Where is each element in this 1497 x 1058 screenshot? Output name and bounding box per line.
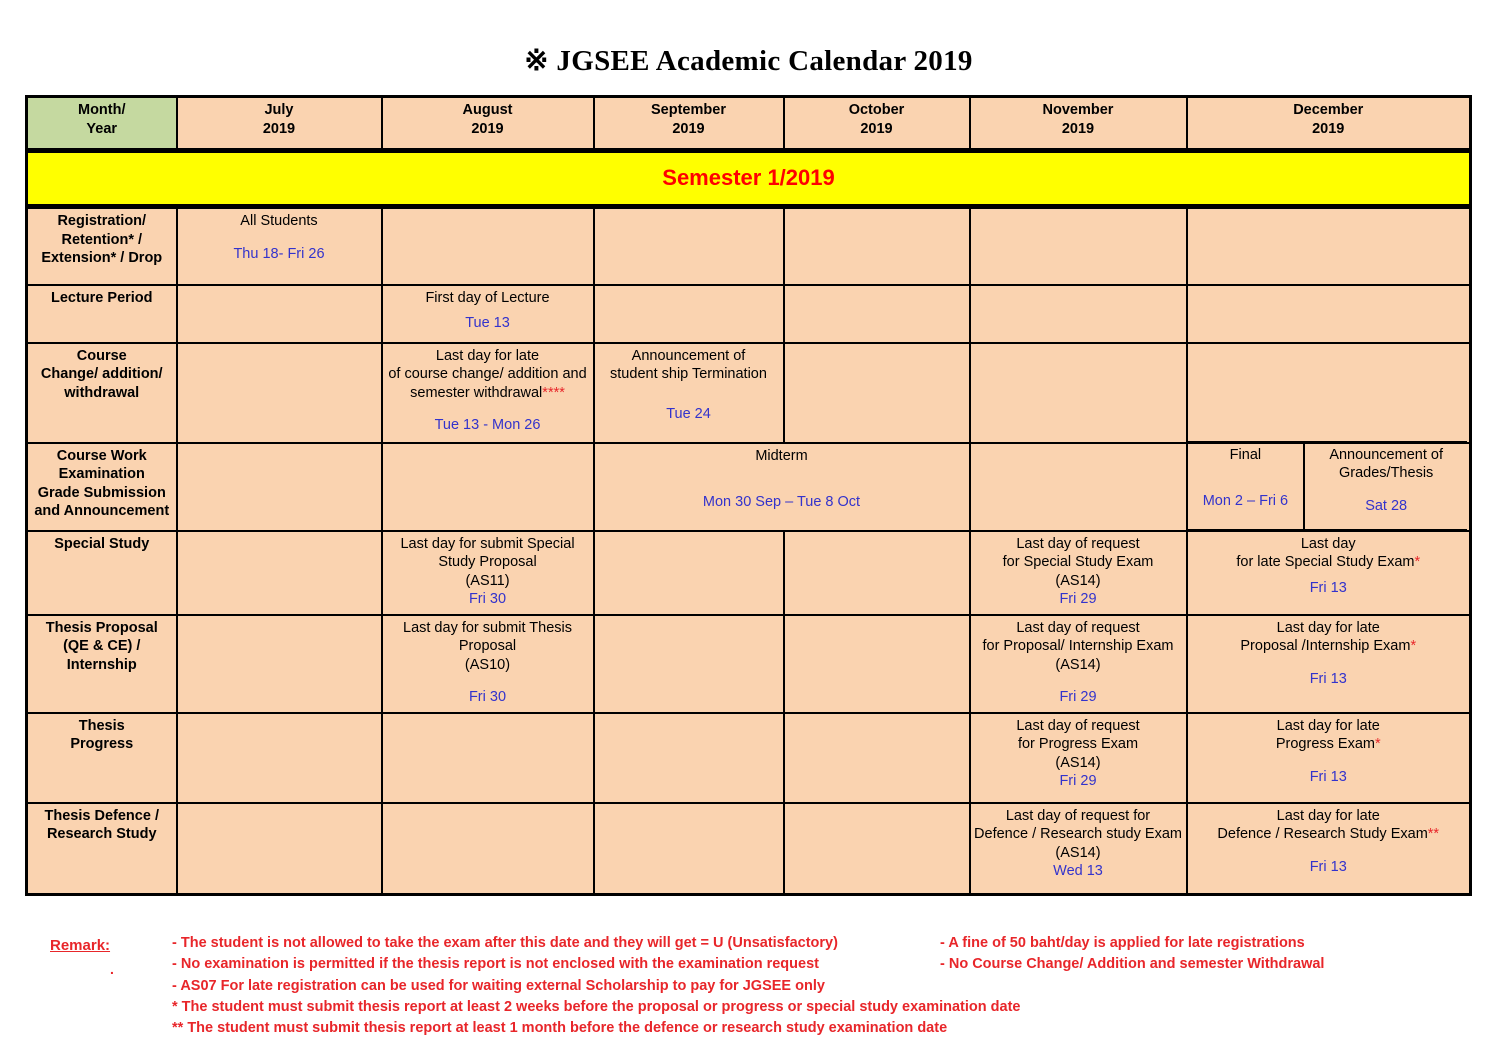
cell-lecture-august: [382, 285, 594, 343]
spacer: [597, 384, 781, 398]
semester-banner-row: [27, 151, 1471, 207]
spacer: [1307, 483, 1465, 497]
rowhead-defence-line2: Research Study: [46, 826, 157, 843]
row-lecture-period: [27, 285, 1471, 343]
cell-lecture-october: [784, 285, 970, 343]
header-december: [1187, 97, 1471, 151]
remark-left-line-5: ** The student must submit thesis report at least 1 month before the defence or research study examination date: [172, 1020, 948, 1037]
proposal-november-line3: (AS14): [1055, 656, 1101, 673]
cell-registration-august: [382, 207, 594, 285]
course-change-september-line2: student ship Termination: [610, 366, 767, 383]
header-november-name: November: [1042, 102, 1114, 118]
row-course-work-examination: [27, 443, 1471, 531]
cell-cwe-november: [970, 443, 1187, 531]
header-july-year: 2019: [262, 120, 296, 137]
progress-december-date: Fri 13: [1309, 768, 1347, 785]
course-change-september-date: Tue 24: [666, 405, 711, 422]
lecture-august-text: First day of Lecture: [425, 289, 550, 306]
cell-lecture-november: [970, 285, 1187, 343]
header-october-name: October: [848, 102, 905, 118]
special-december-line1: Last day: [1300, 535, 1356, 552]
rowhead-thesis-progress: [27, 713, 177, 803]
defence-december-line2-wrap: [1190, 825, 1468, 844]
header-september-name: September: [651, 102, 726, 118]
header-month-line1: Month/: [77, 102, 126, 118]
progress-december-star: *: [1374, 736, 1381, 753]
spacer: [1190, 478, 1302, 492]
defence-december-line1: Last day for late: [1276, 807, 1380, 824]
rowhead-cwe-line3: Grade Submission: [37, 484, 166, 501]
rowhead-registration-line3: Extension* / Drop: [41, 250, 163, 267]
cell-cwe-final: [1187, 442, 1305, 530]
rowhead-cwe-line4: and Announcement: [34, 503, 170, 520]
cell-special-september: [594, 531, 784, 615]
cell-course-change-july: [177, 343, 382, 443]
progress-november-date: Fri 29: [1059, 773, 1097, 790]
cell-registration-december: [1187, 207, 1471, 285]
spacer: [385, 674, 591, 688]
cell-proposal-november: [970, 615, 1187, 713]
cell-cwe-july: [177, 443, 382, 531]
rowhead-course-change-line2: Change/ addition/: [40, 366, 163, 383]
semester-banner-label: Semester 1/2019: [662, 165, 835, 191]
cell-course-change-september: [594, 343, 784, 443]
remark-right-line-2: - No Course Change/ Addition and semester Withdrawal: [940, 956, 1325, 973]
cell-progress-august: [382, 713, 594, 803]
header-november: [970, 97, 1187, 151]
remark-left-line-1: [172, 933, 932, 954]
cell-proposal-october: [784, 615, 970, 713]
cwe-grades-line2: Grades/Thesis: [1339, 465, 1434, 482]
lecture-august-date: Tue 13: [465, 315, 510, 332]
cell-cwe-december: [1187, 443, 1471, 531]
remark-left-column: [172, 933, 1021, 1040]
special-december-star: *: [1414, 554, 1421, 571]
rowhead-progress-line2: Progress: [70, 736, 134, 753]
special-august-date: Fri 30: [468, 591, 507, 608]
rowhead-thesis-proposal: [27, 615, 177, 713]
cell-progress-december: [1187, 713, 1471, 803]
rowhead-registration: [27, 207, 177, 285]
cell-lecture-july: [177, 285, 382, 343]
header-october: [784, 97, 970, 151]
header-september-year: 2019: [672, 120, 705, 137]
cell-cwe-august: [382, 443, 594, 531]
remark-dot: .: [110, 961, 114, 977]
remark-label: Remark:: [50, 937, 111, 954]
proposal-august-line3: (AS10): [464, 656, 511, 673]
progress-november-line1: Last day of request: [1016, 717, 1140, 734]
header-august: [382, 97, 594, 151]
rowhead-thesis-defence: [27, 803, 177, 895]
table-header-row: [27, 97, 1471, 151]
rowhead-defence-line1: Thesis Defence /: [44, 807, 159, 824]
defence-december-date: Fri 13: [1309, 858, 1347, 875]
header-month-year: [27, 97, 177, 151]
cell-defence-september: [594, 803, 784, 895]
semester-banner-cell: [27, 151, 1471, 207]
defence-december-line2: Defence / Research Study Exam: [1217, 826, 1428, 843]
spacer: [385, 402, 591, 416]
special-december-line2-wrap: [1190, 553, 1468, 572]
rowhead-course-change: [27, 343, 177, 443]
course-change-august-date: Tue 13 - Mon 26: [434, 417, 541, 434]
header-july: [177, 97, 382, 151]
row-thesis-defence: [27, 803, 1471, 895]
cell-defence-december: [1187, 803, 1471, 895]
proposal-november-line1: Last day of request: [1016, 619, 1140, 636]
header-august-name: August: [462, 102, 513, 118]
rowhead-course-work-examination: [27, 443, 177, 531]
special-december-line2: for late Special Study Exam: [1236, 554, 1415, 571]
cell-defence-august: [382, 803, 594, 895]
proposal-december-line1: Last day for late: [1276, 619, 1380, 636]
calendar-table-wrapper: [25, 95, 1469, 896]
cwe-final-text: Final: [1229, 446, 1262, 463]
cell-defence-november: [970, 803, 1187, 895]
special-december-date: Fri 13: [1309, 579, 1347, 596]
proposal-november-date: Fri 29: [1059, 689, 1097, 706]
course-change-stars: ****: [542, 384, 565, 401]
rowhead-course-change-line3: withdrawal: [64, 384, 140, 401]
header-month-line2: Year: [86, 120, 118, 137]
rowhead-cwe-line2: Examination: [58, 466, 145, 483]
course-change-august-line3-wrap: [385, 384, 591, 403]
proposal-december-date: Fri 13: [1309, 670, 1347, 687]
progress-december-line2: Progress Exam: [1275, 736, 1375, 753]
cwe-december-split: [1186, 441, 1468, 531]
cwe-midterm-date: Mon 30 Sep – Tue 8 Oct: [702, 494, 861, 511]
remark-unsatisfactory: U (Unsatisfactory): [713, 935, 838, 951]
cell-course-change-november: [970, 343, 1187, 443]
header-september: [594, 97, 784, 151]
row-registration: [27, 207, 1471, 285]
spacer: [597, 398, 781, 405]
spacer: [597, 465, 967, 479]
cell-lecture-september: [594, 285, 784, 343]
registration-july-text: All Students: [240, 213, 318, 229]
remark-left-line-1-text: - The student is not allowed to take the exam after this date and they will get =: [172, 935, 714, 951]
cell-progress-november: [970, 713, 1187, 803]
registration-july-date: Thu 18- Fri 26: [233, 245, 325, 262]
proposal-december-line2-wrap: [1190, 637, 1468, 656]
cell-special-july: [177, 531, 382, 615]
proposal-august-line1: Last day for submit Thesis: [403, 619, 572, 636]
header-july-name: July: [264, 102, 294, 118]
cell-progress-october: [784, 713, 970, 803]
proposal-december-line2: Proposal /Internship Exam: [1240, 638, 1411, 655]
cell-defence-october: [784, 803, 970, 895]
course-change-september-line1: Announcement of: [631, 347, 746, 364]
cell-special-october: [784, 531, 970, 615]
page-title: ※ JGSEE Academic Calendar 2019: [524, 45, 973, 77]
course-change-august-line2: of course change/ addition and: [388, 366, 587, 383]
rowhead-course-change-line1: Course: [76, 347, 127, 364]
progress-december-line2-wrap: [1190, 735, 1468, 754]
rowhead-proposal-line2: (QE & CE) /: [63, 638, 141, 655]
proposal-august-line2: Proposal: [458, 638, 517, 655]
cell-proposal-december: [1187, 615, 1471, 713]
progress-december-line1: Last day for late: [1276, 717, 1380, 734]
spacer: [1190, 754, 1468, 768]
cell-proposal-july: [177, 615, 382, 713]
cwe-midterm-text: Midterm: [755, 447, 808, 464]
cell-proposal-august: [382, 615, 594, 713]
cell-special-december: [1187, 531, 1471, 615]
spacer: [180, 231, 379, 245]
remark-right-line-1: - A fine of 50 baht/day is applied for late registrations: [940, 935, 1305, 951]
header-november-year: 2019: [1061, 120, 1095, 137]
special-august-line1: Last day for submit Special: [400, 535, 575, 552]
rowhead-registration-line2: Retention* /: [61, 231, 143, 248]
spacer: [1190, 572, 1468, 579]
cell-registration-july: [177, 207, 382, 285]
cwe-grades-line1: Announcement of: [1329, 446, 1443, 463]
cwe-final-date: Mon 2 – Fri 6: [1202, 493, 1289, 510]
rowhead-cwe-line1: Course Work: [56, 447, 147, 464]
special-november-line1: Last day of request: [1016, 535, 1140, 552]
remark-left-line-3: - AS07 For late registration can be used for waiting external Scholarship to pay for JGSEE only: [172, 977, 825, 994]
header-december-year: 2019: [1312, 120, 1345, 137]
remark-right-column: [940, 933, 1440, 976]
special-august-line3: (AS11): [465, 572, 510, 589]
cell-proposal-september: [594, 615, 784, 713]
cell-course-change-october: [784, 343, 970, 443]
cell-cwe-grades: [1304, 442, 1467, 530]
rowhead-progress-line1: Thesis: [78, 717, 125, 734]
progress-november-line2: for Progress Exam: [1017, 736, 1139, 753]
spacer: [1190, 844, 1468, 858]
defence-december-star: **: [1427, 826, 1440, 843]
cell-lecture-december: [1187, 285, 1471, 343]
progress-november-line3: (AS14): [1055, 754, 1101, 771]
spacer: [597, 479, 967, 493]
spacer: [1190, 656, 1468, 670]
defence-november-date: Wed 13: [1053, 863, 1103, 880]
cell-progress-september: [594, 713, 784, 803]
cell-registration-november: [970, 207, 1187, 285]
remark-left-line-4: * The student must submit thesis report at least 2 weeks before the proposal or progress or special study examination date: [172, 998, 1021, 1015]
course-change-august-line1: Last day for late: [435, 347, 540, 364]
row-course-change: [27, 343, 1471, 443]
header-december-name: December: [1293, 102, 1364, 118]
proposal-august-date: Fri 30: [468, 689, 507, 706]
cell-registration-september: [594, 207, 784, 285]
spacer: [385, 307, 591, 314]
cell-registration-october: [784, 207, 970, 285]
cell-special-november: [970, 531, 1187, 615]
cell-special-august: [382, 531, 594, 615]
defence-november-line2: Defence / Research study Exam: [974, 826, 1182, 843]
row-thesis-progress: [27, 713, 1471, 803]
rowhead-proposal-line1: Thesis Proposal: [45, 619, 158, 636]
defence-november-line3: (AS14): [1055, 844, 1101, 861]
row-thesis-proposal: [27, 615, 1471, 713]
cell-course-change-december: [1187, 343, 1471, 443]
rowhead-lecture-period: Lecture Period: [27, 285, 177, 343]
course-change-august-line3: semester withdrawal: [410, 384, 543, 401]
special-november-date: Fri 29: [1059, 591, 1097, 608]
rowhead-registration-line1: Registration/: [57, 213, 147, 229]
rowhead-proposal-line3: Internship: [66, 656, 137, 673]
proposal-december-star: *: [1410, 638, 1417, 655]
header-august-year: 2019: [471, 120, 504, 137]
spacer: [973, 674, 1184, 688]
special-november-line3: (AS14): [1055, 572, 1101, 589]
cell-defence-july: [177, 803, 382, 895]
proposal-november-line2: for Proposal/ Internship Exam: [982, 638, 1174, 655]
cell-cwe-midterm: [594, 443, 970, 531]
cell-course-change-august: [382, 343, 594, 443]
academic-calendar-table: [25, 95, 1472, 896]
cell-progress-july: [177, 713, 382, 803]
defence-november-line1: Last day of request for: [1005, 807, 1151, 824]
special-august-line2: Study Proposal: [438, 554, 537, 571]
rowhead-special-study: Special Study: [27, 531, 177, 615]
special-november-line2: for Special Study Exam: [1002, 554, 1154, 571]
cwe-grades-date: Sat 28: [1365, 497, 1408, 514]
row-special-study: [27, 531, 1471, 615]
spacer: [1190, 464, 1302, 478]
header-october-year: 2019: [860, 120, 893, 137]
remark-left-line-2: - No examination is permitted if the thesis report is not enclosed with the examination request: [172, 956, 819, 973]
